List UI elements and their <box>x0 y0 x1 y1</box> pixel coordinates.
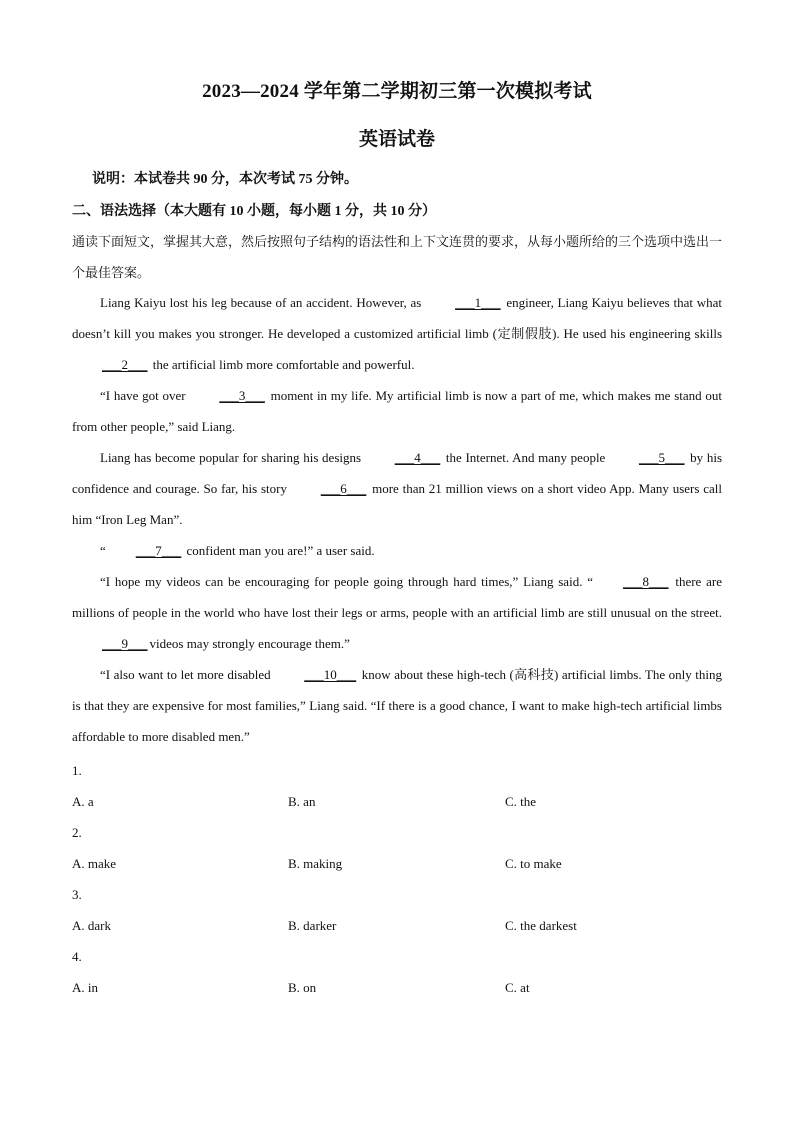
passage-paragraph: Liang has become popular for sharing his designs ___4___ the Internet. And many people ___5___ by his confidence and courage. So far, his story ___6___ more than 21 million views on a short video App. Many users call him “Iron Leg Man”. <box>72 442 722 535</box>
exam-subtitle: 英语试卷 <box>358 129 435 150</box>
passage-paragraph: “I hope my videos can be encouraging for people going through hard times,” Liang said. “ ___8___ there are millions of people in the world who have lost their legs or arms, people with an artificial limb are still unusual on the street. ___9___ videos may strongly encourage them.” <box>72 566 722 659</box>
question-options <box>72 910 722 941</box>
option-a[interactable]: A. in <box>72 980 98 995</box>
passage-paragraph: Liang Kaiyu lost his leg because of an accident. However, as ___1___ engineer, Liang Kaiyu believes that what doesn’t kill you makes you stronger. He developed a customized artificial limb (定制假肢). He used his engineering skills ___2___ the artificial limb more comfortable and powerful. <box>72 287 722 380</box>
blank-7: ___7___ <box>135 543 182 558</box>
reading-passage <box>72 287 722 752</box>
section-instructions: 通读下面短文，掌握其大意，然后按照句子结构的语法性和上下文连贯的要求，从每小题所给的三个选项中选出一个最佳答案。 <box>72 234 723 280</box>
question-number: 1. <box>72 763 82 778</box>
option-a[interactable]: A. make <box>72 856 117 871</box>
option-a[interactable]: A. a <box>72 794 94 809</box>
question-options <box>72 972 722 1003</box>
exam-note: 说明：本试卷共 90 分，本次考试 75 分钟。 <box>92 172 358 187</box>
option-c[interactable]: C. the <box>505 794 537 809</box>
option-b[interactable]: B. making <box>288 856 343 871</box>
blank-8: ___8___ <box>623 574 669 589</box>
blank-6: ___6___ <box>320 481 367 496</box>
question-number: 4. <box>72 949 82 964</box>
option-b[interactable]: B. darker <box>288 918 337 933</box>
passage-paragraph: “I also want to let more disabled ___10___ know about these high-tech (高科技) artificial limbs. The only thing is that they are expensive for most families,” Liang said. “If there is a good chance, I want to make high-tech artificial limbs affordable to more disabled men.” <box>72 659 722 752</box>
passage-paragraph: “ ___7___ confident man you are!” a user said. <box>72 535 722 566</box>
option-a[interactable]: A. dark <box>72 918 111 933</box>
blank-9: ___9___ <box>102 636 148 651</box>
question-number: 2. <box>72 825 82 840</box>
question-options <box>72 848 722 879</box>
option-c[interactable]: C. at <box>505 980 530 995</box>
passage-paragraph: “I have got over ___3___ moment in my life. My artificial limb is now a part of me, which makes me stand out from other people,” said Liang. <box>72 380 722 442</box>
blank-10: ___10___ <box>304 667 357 682</box>
question-options <box>72 786 722 817</box>
section-heading: 二、语法选择（本大题有 10 小题，每小题 1 分，共 10 分） <box>72 204 436 219</box>
blank-5: ___5___ <box>639 450 685 465</box>
option-c[interactable]: C. the darkest <box>505 918 577 933</box>
blank-4: ___4___ <box>394 450 441 465</box>
question-list <box>72 755 722 1003</box>
option-c[interactable]: C. to make <box>505 856 562 871</box>
blank-3: ___3___ <box>219 388 265 403</box>
question-number: 3. <box>72 887 82 902</box>
blank-2: ___2___ <box>102 357 148 372</box>
exam-title: 2023—2024 学年第二学期初三第一次模拟考试 <box>202 81 592 102</box>
blank-1: ___1___ <box>455 295 501 310</box>
option-b[interactable]: B. an <box>288 794 316 809</box>
option-b[interactable]: B. on <box>288 980 317 995</box>
